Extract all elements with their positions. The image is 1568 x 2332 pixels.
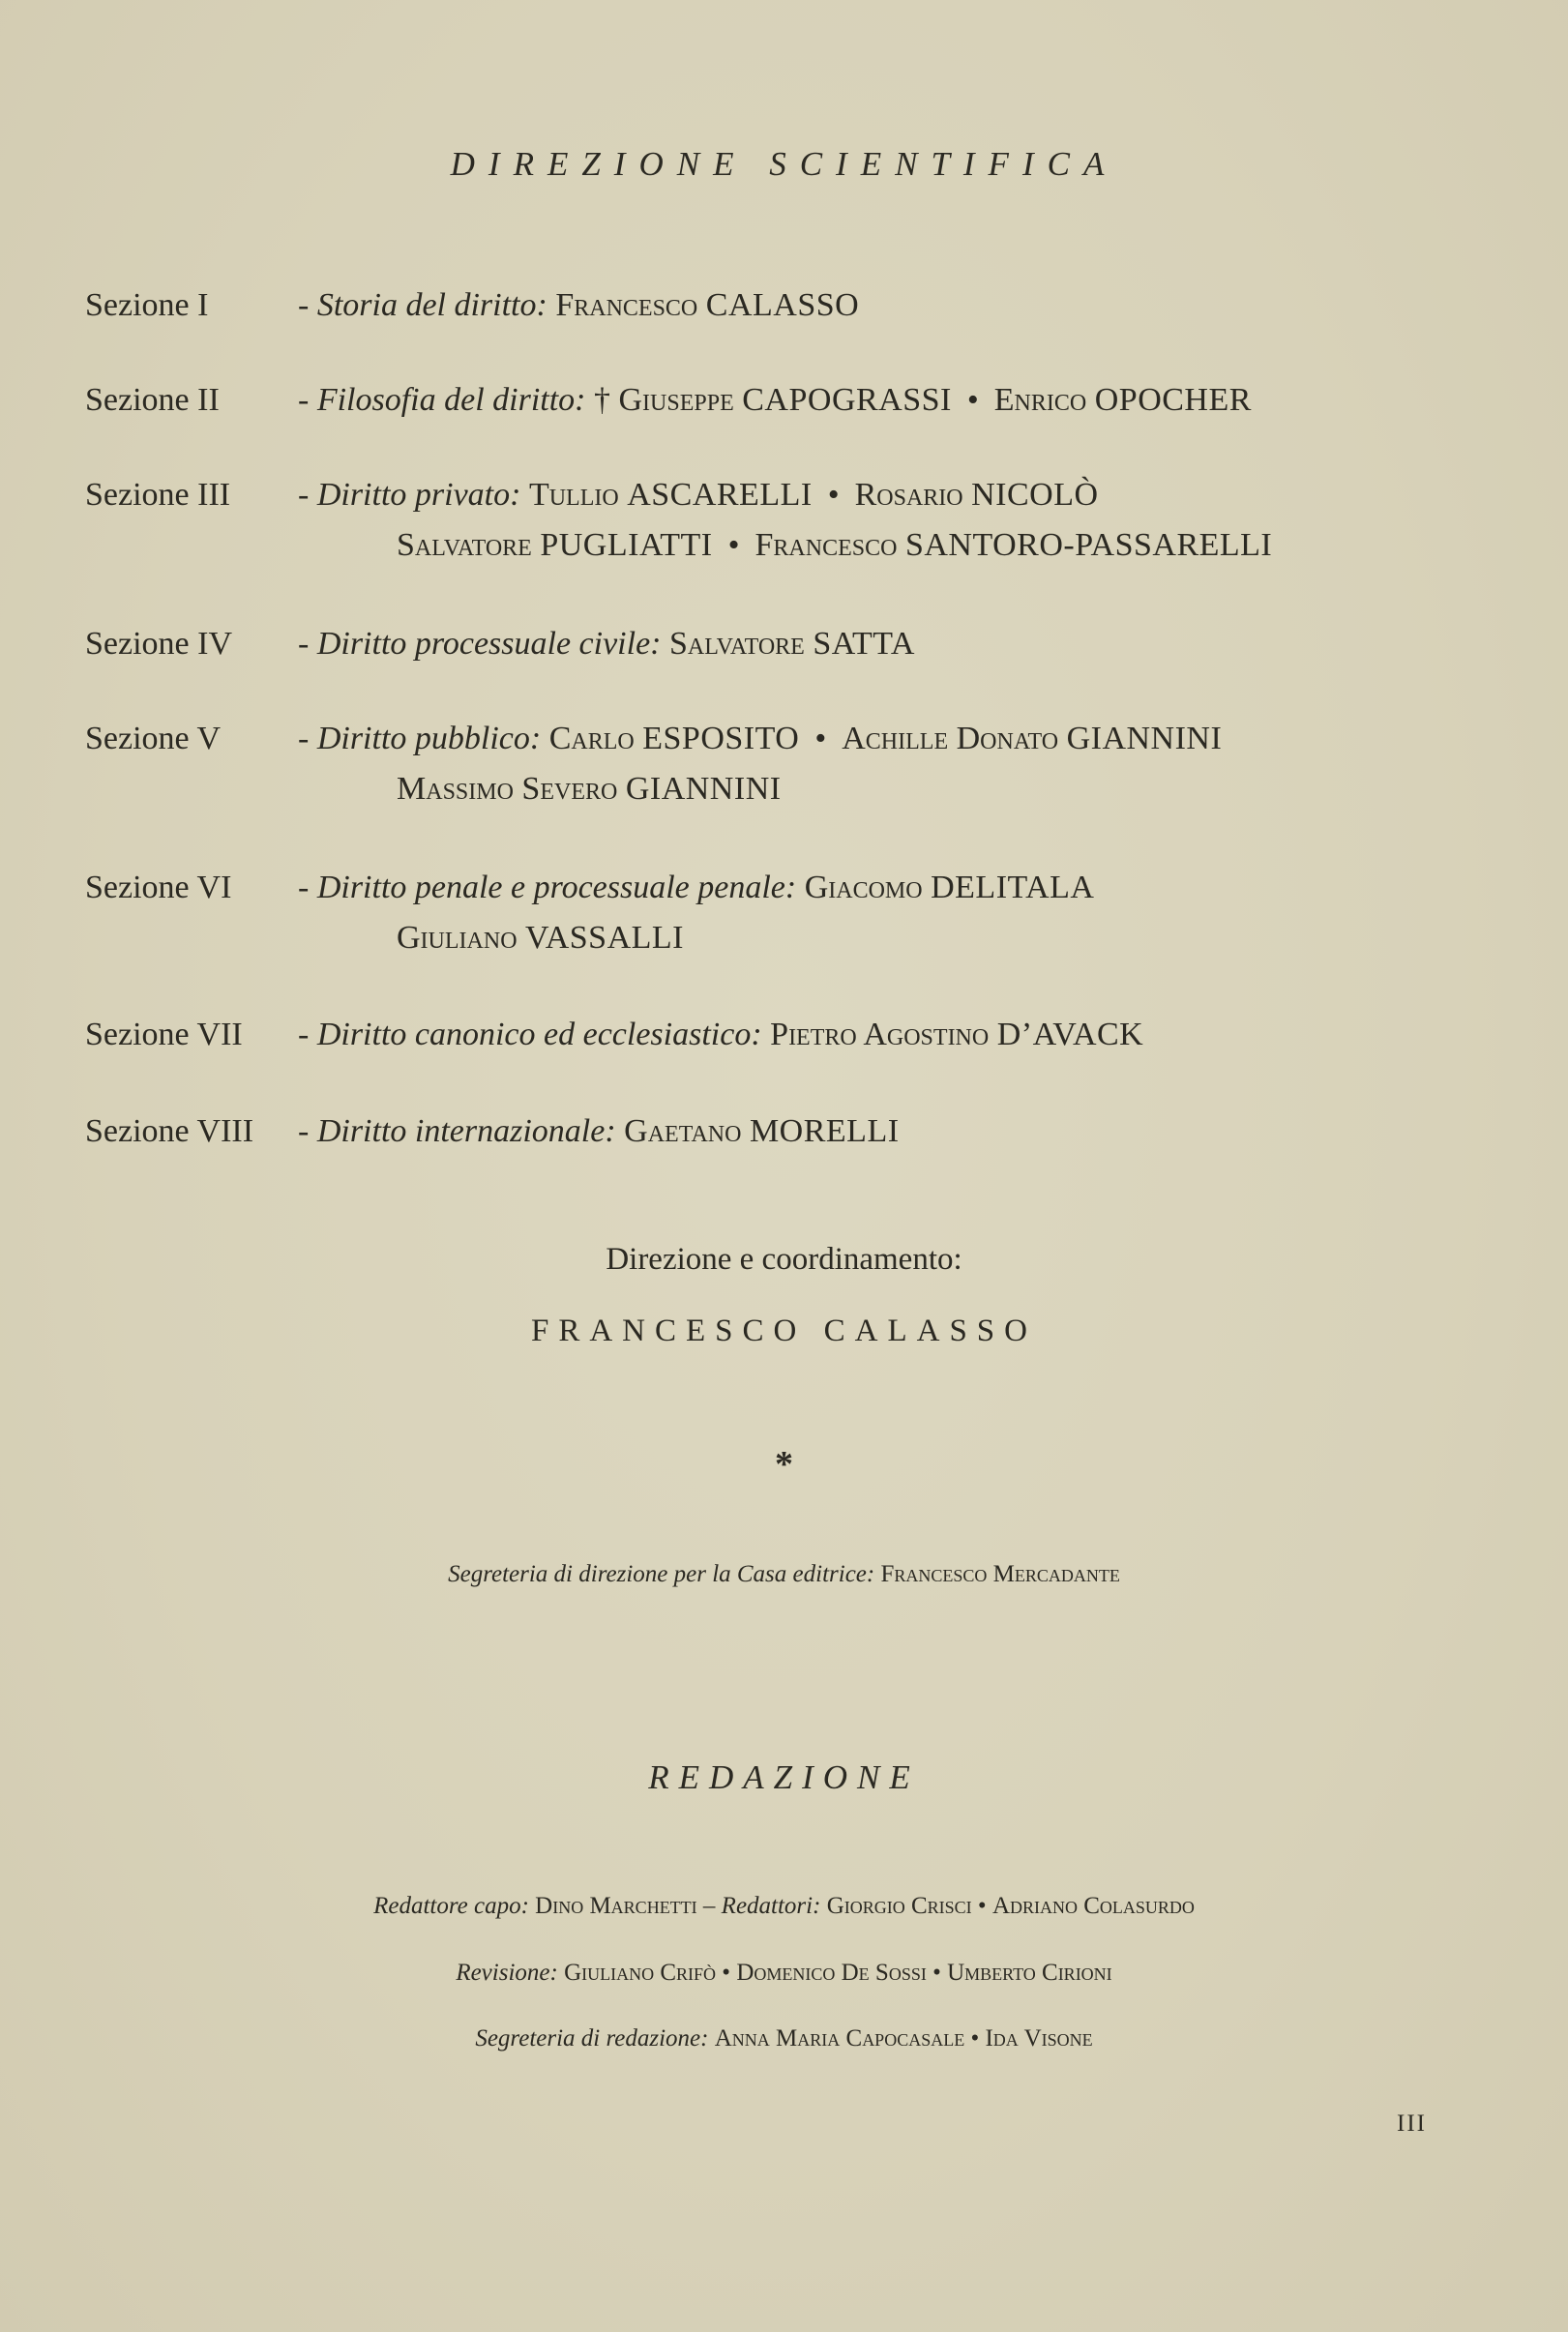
direzione-title: DIREZIONE SCIENTIFICA [450,145,1118,183]
first-name: Carlo [548,721,635,756]
redazione-line-1 [0,1893,1568,1920]
redazione-title: REDAZIONE [648,1758,920,1796]
section-continuation [397,520,1272,571]
first-name: Giuliano [397,920,518,956]
separator-dot: • [966,382,979,418]
dagger-mark: † [594,382,610,418]
segreteria-name: Anna Maria Capocasale [714,2025,965,2052]
coord-name: FRANCESCO CALASSO [530,1314,1037,1348]
last-name: CAPOGRASSI [742,382,952,418]
first-name: Tullio [528,477,619,513]
section-label: Sezione II [85,382,220,418]
separator-dot: • [814,721,827,756]
person-name [397,527,713,563]
first-name: Pietro Agostino [770,1017,990,1052]
redattore-name: Giorgio Crisci [826,1893,972,1919]
first-name: Achille Donato [842,721,1059,756]
section-label: Sezione VI [85,870,232,905]
separator-dot: • [827,477,840,513]
last-name: NICOLÒ [971,477,1099,513]
section-body: - Storia del diritto: Francesco CALASSO [298,287,860,323]
first-name: Salvatore [668,626,805,662]
separator-dot: • [727,527,740,563]
section-label: Sezione VIII [85,1113,254,1149]
last-name: SATTA [813,626,915,662]
section-continuation [397,913,684,963]
section-body: - Diritto processuale civile: Salvatore SATTA [298,626,915,662]
section-continuation [397,764,782,814]
person-name [619,382,952,418]
person-name [842,721,1222,756]
section-subject: Diritto pubblico: [316,721,542,756]
first-name: Francesco [754,527,898,563]
separator-dot: • [977,1893,987,1919]
person-name [770,1017,1143,1052]
last-name: GIANNINI [1066,721,1223,756]
section-body: - Diritto penale e processuale penale: Giacomo DELITALA [298,870,1095,905]
redattore-capo-name: Dino Marchetti [535,1893,697,1919]
person-name [755,527,1273,563]
redazione-line-2 [0,1960,1568,1987]
coord-label: Direzione e coordinamento: [606,1242,962,1277]
last-name: ESPOSITO [642,721,800,756]
person-name [994,382,1252,418]
last-name: GIANNINI [625,771,782,807]
asterisk-divider: * [775,1444,793,1485]
last-name: ASCARELLI [627,477,813,513]
separator-dot: • [932,1960,941,1986]
last-name: CALASSO [705,287,860,323]
first-name: Giuseppe [618,382,734,418]
page-number: III [1397,2111,1427,2137]
person-name [555,287,859,323]
section-label: Sezione V [85,721,222,756]
first-name: Francesco [555,287,698,323]
last-name: DELITALA [931,870,1095,905]
section-body: - Diritto canonico ed ecclesiastico: Pietro Agostino D’AVACK [298,1017,1144,1052]
last-name: VASSALLI [525,920,684,956]
revisore-name: Giuliano Crifò [564,1960,717,1986]
revisione-label: Revisione: [456,1960,558,1986]
section-body: - Filosofia del diritto: † Giuseppe CAPOGRASSI • Enrico OPOCHER [298,382,1252,418]
person-name [397,771,782,807]
person-name [624,1113,899,1149]
first-name: Massimo Severo [397,771,618,807]
segreteria-direzione-name: Francesco Mercadante [880,1561,1120,1587]
section-subject: Storia del diritto: [316,287,547,323]
section-body: - Diritto internazionale: Gaetano MORELLI [298,1113,900,1149]
section-body: - Diritto pubblico: Carlo ESPOSITO • Achille Donato GIANNINI [298,721,1223,756]
section-label: Sezione III [85,477,231,513]
segreteria-direzione [0,1561,1568,1588]
separator-dot: • [722,1960,731,1986]
section-body: - Diritto privato: Tullio ASCARELLI • Rosario NICOLÒ [298,477,1099,513]
segreteria-name: Ida Visone [985,2025,1093,2052]
section-subject: Diritto processuale civile: [316,626,662,662]
section-subject: Filosofia del diritto: [316,382,586,418]
revisore-name: Umberto Cirioni [947,1960,1112,1986]
section-label: Sezione VII [85,1017,243,1052]
first-name: Rosario [854,477,963,513]
person-name [397,920,684,956]
segreteria-direzione-label: Segreteria di direzione per la Casa editrice: [448,1561,875,1587]
redattore-name: Adriano Colasurdo [991,1893,1195,1919]
last-name: MORELLI [749,1113,900,1149]
section-subject: Diritto canonico ed ecclesiastico: [316,1017,762,1052]
first-name: Gaetano [624,1113,742,1149]
person-name [669,626,915,662]
section-label: Sezione IV [85,626,233,662]
person-name [855,477,1099,513]
redazione-line-3 [0,2025,1568,2052]
last-name: OPOCHER [1094,382,1252,418]
last-name: D’AVACK [996,1017,1144,1052]
section-label: Sezione I [85,287,209,323]
redattori-label: Redattori: [721,1893,821,1919]
last-name: SANTORO-PASSARELLI [904,527,1273,563]
segreteria-redazione-label: Segreteria di redazione: [475,2025,709,2052]
person-name [805,870,1095,905]
section-subject: Diritto privato: [316,477,521,513]
first-name: Enrico [993,382,1087,418]
section-subject: Diritto penale e processuale penale: [316,870,797,905]
person-name [529,477,813,513]
section-subject: Diritto internazionale: [316,1113,616,1149]
person-name [549,721,800,756]
last-name: PUGLIATTI [540,527,713,563]
dash: – [702,1893,716,1919]
redattore-capo-label: Redattore capo: [373,1893,529,1919]
revisore-name: Domenico De Sossi [736,1960,927,1986]
separator-dot: • [970,2025,980,2052]
first-name: Salvatore [397,527,532,563]
first-name: Giacomo [804,870,923,905]
